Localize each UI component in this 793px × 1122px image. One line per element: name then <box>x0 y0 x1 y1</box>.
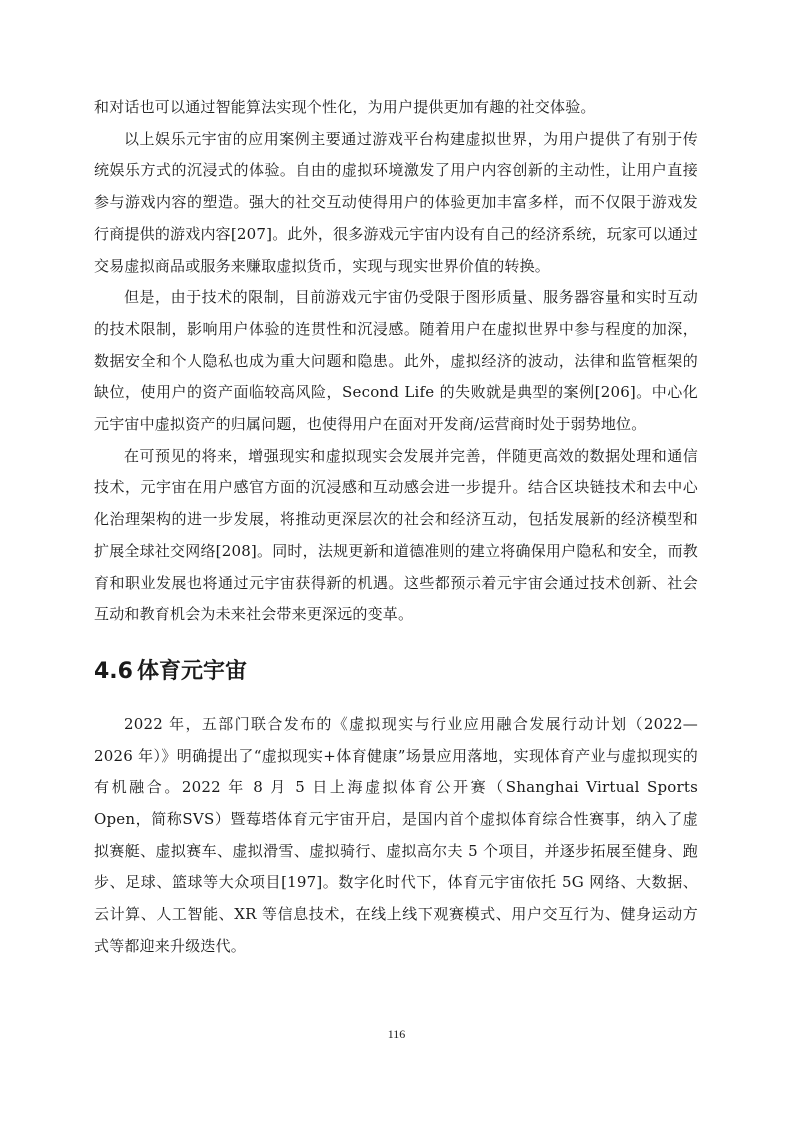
paragraph-sports-metaverse: 2022 年，五部门联合发布的《虚拟现实与行业应用融合发展行动计划（2022—2026 年）》明确提出了“虚拟现实+体育健康”场景应用落地，实现体育产业与虚拟现实的有机融合。2022 年 8 月 5 日上海虚拟体育公开赛（Shanghai Virtual Sports Open，简称SVS）暨莓塔体育元宇宙开启，是国内首个虚拟体育综合性赛事，纳入了虚拟赛艇、虚拟赛车、虚拟滑雪、虚拟骑行、虚拟高尔夫 5 个项目，并逐步拓展至健身、跑步、足球、篮球等大众项目[197]。数字化时代下，体育元宇宙依托 5G 网络、大数据、云计算、人工智能、XR 等信息技术，在线上线下观赛模式、用户交互行为、健身运动方式等都迎来升级迭代。 <box>94 714 698 955</box>
page-body <box>94 92 698 963</box>
section-title: 体育元宇宙 <box>136 658 247 684</box>
section-heading <box>94 655 698 689</box>
paragraph-outlook: 在可预见的将来，增强现实和虚拟现实会发展并完善，伴随更高效的数据处理和通信技术，元宇宙在用户感官方面的沉浸感和互动感会进一步提升。结合区块链技术和去中心化治理架构的进一步发展，将推动更深层次的社会和经济互动，包括发展新的经济模型和扩展全球社交网络[208]。同时，法规更新和道德准则的建立将确保用户隐私和安全，而教育和职业发展也将通过元宇宙获得新的机遇。这些都预示着元宇宙会通过技术创新、社会互动和教育机会为未来社会带来更深远的变革。 <box>94 446 698 624</box>
section-number: 4.6 <box>94 658 133 684</box>
paragraph-entertainment-summary: 以上娱乐元宇宙的应用案例主要通过游戏平台构建虚拟世界，为用户提供了有别于传统娱乐方式的沉浸式的体验。自由的虚拟环境激发了用户内容创新的主动性，让用户直接参与游戏内容的塑造。强大的社交互动使得用户的体验更加丰富多样，而不仅限于游戏发行商提供的游戏内容[207]。此外，很多游戏元宇宙内设有自己的经济系统，玩家可以通过交易虚拟商品或服务来赚取虚拟货币，实现与现实世界价值的转换。 <box>94 129 698 275</box>
page-number: 116 <box>387 1027 406 1041</box>
paragraph-continued: 和对话也可以通过智能算法实现个性化，为用户提供更加有趣的社交体验。 <box>94 98 596 116</box>
paragraph-limitations: 但是，由于技术的限制，目前游戏元宇宙仍受限于图形质量、服务器容量和实时互动的技术限制，影响用户体验的连贯性和沉浸感。随着用户在虚拟世界中参与程度的加深，数据安全和个人隐私也成为重大问题和隐患。此外，虚拟经济的波动，法律和监管框架的缺位，使用户的资产面临较高风险，Second Life 的失败就是典型的案例[206]。中心化元宇宙中虚拟资产的归属问题，也使得用户在面对开发商/运营商时处于弱势地位。 <box>94 288 698 434</box>
